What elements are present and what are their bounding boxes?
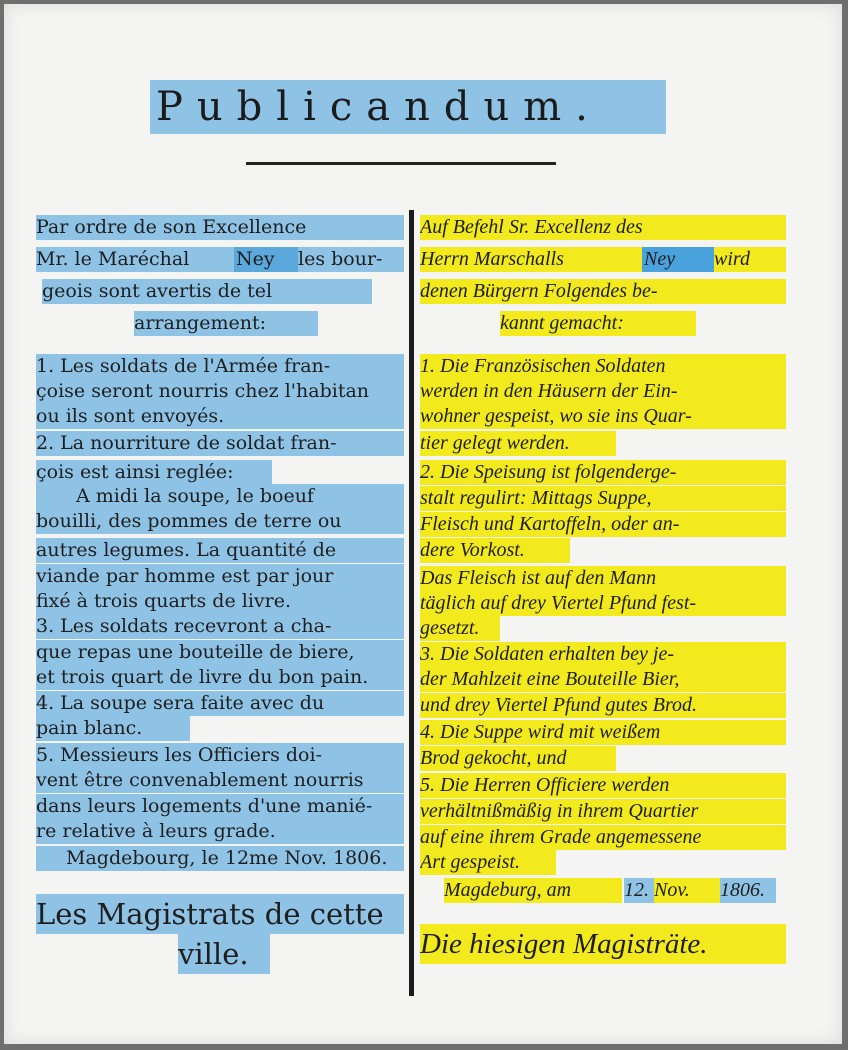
de-line-14: täglich auf drey Viertel Pfund fest- (420, 591, 786, 616)
fr-line-20: 5. Messieurs les Officiers doi- (36, 743, 404, 768)
de-line-21: 5. Die Herren Officiere werden (420, 773, 786, 798)
de-line-4: kannt gemacht: (500, 311, 696, 336)
fr-dateline: Magdebourg, le 12me Nov. 1806. (36, 846, 404, 871)
fr-signature-line-1: Les Magistrats de cette (36, 894, 404, 934)
fr-line-22: dans leurs logements d'une manié- (36, 794, 404, 819)
de-dateline-place: Magdeburg, am (444, 878, 622, 903)
fr-line-15: 3. Les soldats recevront a cha- (36, 614, 404, 639)
de-line-7: wohner gespeist, wo sie ins Quar- (420, 404, 786, 429)
fr-line-13: viande par homme est par jour (36, 564, 404, 589)
fr-line-1: Par ordre de son Excellence (36, 215, 404, 240)
de-line-2b: wird (714, 247, 786, 272)
de-line-24: Art gespeist. (420, 850, 556, 875)
de-name-ney: Ney (642, 247, 716, 272)
fr-line-21: vent être convenablement nourris (36, 768, 404, 793)
fr-line-10: A midi la soupe, le boeuf (36, 484, 404, 509)
fr-line-18: 4. La soupe sera faite avec du (36, 691, 404, 716)
de-line-10: stalt regulirt: Mittags Suppe, (420, 486, 786, 511)
fr-line-2a: Mr. le Maréchal (36, 247, 234, 272)
fr-line-11: bouilli, des pommes de terre ou (36, 509, 404, 534)
de-line-19: 4. Die Suppe wird mit weißem (420, 720, 786, 745)
fr-line-7: ou ils sont envoyés. (36, 404, 404, 429)
de-line-12: dere Vorkost. (420, 538, 570, 563)
fr-line-17: et trois quart de livre du bon pain. (36, 665, 404, 690)
de-line-11: Fleisch und Kartoffeln, oder an- (420, 512, 786, 537)
de-line-8: tier gelegt werden. (420, 431, 616, 456)
fr-line-9: çois est ainsi reglée: (36, 460, 272, 485)
fr-line-8: 2. La nourriture de soldat fran- (36, 431, 404, 456)
de-line-15: gesetzt. (420, 616, 500, 641)
de-line-9: 2. Die Speisung ist folgenderge- (420, 460, 786, 485)
title: Publicandum. (150, 80, 666, 134)
fr-name-ney: Ney (234, 247, 300, 272)
fr-line-19: pain blanc. (36, 716, 190, 741)
de-line-2a: Herrn Marschalls (420, 247, 642, 272)
document-page (4, 4, 842, 1044)
column-divider (409, 210, 414, 996)
fr-line-14: fixé à trois quarts de livre. (36, 589, 404, 614)
de-line-22: verhältnißmäßig in ihrem Quartier (420, 799, 786, 824)
de-dateline-month: Nov. (654, 878, 720, 903)
de-dateline-year: 1806. (720, 878, 776, 903)
de-line-5: 1. Die Französischen Soldaten (420, 354, 786, 379)
de-line-18: und drey Viertel Pfund gutes Brod. (420, 693, 786, 718)
de-line-23: auf eine ihrem Grade angemessene (420, 825, 786, 850)
fr-line-12: autres legumes. La quantité de (36, 538, 404, 563)
de-line-17: der Mahlzeit eine Bouteille Bier, (420, 667, 786, 692)
de-line-1: Auf Befehl Sr. Excellenz des (420, 215, 786, 240)
de-line-16: 3. Die Soldaten erhalten bey je- (420, 642, 786, 667)
de-line-20: Brod gekocht, und (420, 746, 616, 771)
fr-line-6: çoise seront nourris chez l'habitan (36, 379, 404, 404)
de-signature: Die hiesigen Magisträte. (420, 924, 786, 964)
fr-line-4: arrangement: (134, 311, 318, 336)
fr-signature-line-2: ville. (178, 934, 270, 974)
fr-line-5: 1. Les soldats de l'Armée fran- (36, 354, 404, 379)
fr-line-2b: les bour- (298, 247, 404, 272)
de-line-3: denen Bürgern Folgendes be- (420, 279, 786, 304)
fr-line-16: que repas une bouteille de biere, (36, 640, 404, 665)
fr-line-3: geois sont avertis de tel (42, 279, 372, 304)
de-line-13: Das Fleisch ist auf den Mann (420, 566, 786, 591)
de-dateline-day: 12. (624, 878, 654, 903)
fr-line-23: re relative à leurs grade. (36, 819, 404, 844)
de-line-6: werden in den Häusern der Ein- (420, 379, 786, 404)
title-rule (246, 162, 556, 165)
